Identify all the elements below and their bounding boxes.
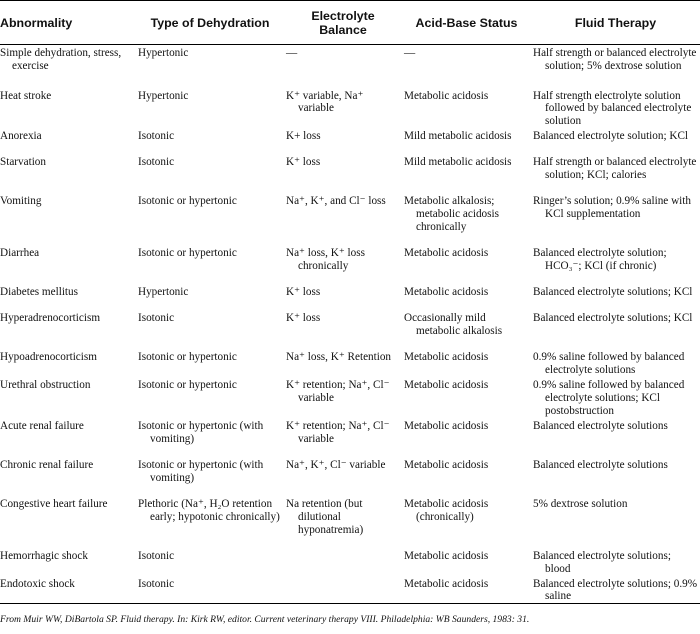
cell-abnormality [0, 88, 136, 129]
cell-fluid-therapy [531, 88, 700, 129]
cell-electrolyte-balance-text: Na⁺ loss, K⁺ Retention [286, 351, 392, 364]
cell-electrolyte-balance [284, 45, 402, 88]
cell-abnormality [0, 154, 136, 193]
cell-fluid-therapy [531, 377, 700, 418]
cell-abnormality-text: Diarrhea [0, 247, 40, 260]
cell-electrolyte-balance-text: — [286, 47, 298, 59]
cell-dehydration [136, 45, 284, 88]
table-row [0, 310, 700, 349]
cell-dehydration-text: Isotonic [138, 312, 175, 325]
header-fluid-therapy: Fluid Therapy [531, 1, 700, 45]
cell-fluid-therapy [531, 284, 700, 310]
cell-fluid-therapy-text: Balanced electrolyte solutions; 0.9% saline [533, 577, 698, 603]
cell-fluid-therapy-text: Balanced electrolyte solutions [533, 458, 668, 471]
cell-fluid-therapy [531, 193, 700, 245]
cell-dehydration-text: Plethoric (Na⁺, H₂O retention early; hypotonic chronically) [138, 497, 280, 523]
cell-fluid-therapy [531, 349, 700, 377]
cell-acid-base-status-text: Mild metabolic acidosis [404, 130, 512, 143]
cell-electrolyte-balance-text: Na⁺, K⁺, and Cl⁻ loss [286, 195, 386, 208]
cell-dehydration-text: Isotonic [138, 130, 175, 143]
cell-dehydration [136, 154, 284, 193]
cell-fluid-therapy [531, 128, 700, 154]
cell-electrolyte-balance [284, 284, 402, 310]
cell-dehydration [136, 310, 284, 349]
cell-abnormality-text: Simple dehydration, stress, exercise [0, 47, 122, 72]
cell-acid-base-status [402, 576, 531, 604]
cell-fluid-therapy [531, 418, 700, 457]
cell-fluid-therapy [531, 548, 700, 576]
cell-electrolyte-balance [284, 418, 402, 457]
cell-acid-base-status-text: Occasionally mild metabolic alkalosis [404, 312, 503, 338]
cell-dehydration-text: Isotonic or hypertonic [138, 195, 237, 208]
cell-abnormality [0, 548, 136, 576]
cell-dehydration-text: Hypertonic [138, 89, 189, 102]
cell-abnormality-text: Starvation [0, 156, 46, 169]
cell-acid-base-status [402, 88, 531, 129]
cell-abnormality [0, 418, 136, 457]
cell-electrolyte-balance-text: K⁺ retention; Na⁺, Cl⁻ variable [286, 379, 390, 404]
cell-abnormality [0, 576, 136, 604]
cell-acid-base-status [402, 457, 531, 496]
cell-dehydration-text: Isotonic or hypertonic [138, 247, 237, 260]
cell-acid-base-status-text: Metabolic acidosis [404, 549, 489, 562]
cell-dehydration [136, 377, 284, 418]
table-row [0, 496, 700, 548]
cell-dehydration-text: Isotonic or hypertonic [138, 351, 237, 364]
cell-dehydration-text: Isotonic [138, 577, 175, 590]
cell-electrolyte-balance-text: Na⁺ loss, K⁺ loss chronically [286, 247, 365, 273]
cell-abnormality-text: Endotoxic shock [0, 577, 75, 590]
cell-abnormality [0, 284, 136, 310]
cell-acid-base-status-text: Metabolic acidosis [404, 458, 489, 471]
cell-abnormality-text: Heat stroke [0, 89, 52, 102]
cell-dehydration [136, 457, 284, 496]
cell-fluid-therapy-text: Balanced electrolyte solution; HCO₃⁻; KCl (if chronic) [533, 247, 667, 273]
cell-electrolyte-balance [284, 193, 402, 245]
cell-dehydration [136, 548, 284, 576]
table-row [0, 154, 700, 193]
cell-acid-base-status-text: Mild metabolic acidosis [404, 156, 512, 169]
table-row [0, 576, 700, 604]
cell-dehydration-text: Isotonic or hypertonic (with vomiting) [138, 458, 264, 484]
header-dehydration: Type of Dehydration [136, 1, 284, 45]
cell-electrolyte-balance [284, 548, 402, 576]
table-row [0, 284, 700, 310]
cell-fluid-therapy-text: Balanced electrolyte solution; KCl [533, 130, 689, 143]
cell-fluid-therapy [531, 310, 700, 349]
header-acid-base: Acid-Base Status [402, 1, 531, 45]
cell-abnormality-text: Anorexia [0, 130, 42, 143]
cell-acid-base-status [402, 310, 531, 349]
cell-electrolyte-balance-text: K⁺ loss [286, 312, 321, 325]
cell-electrolyte-balance [284, 457, 402, 496]
cell-fluid-therapy-text: 5% dextrose solution [533, 497, 628, 510]
cell-acid-base-status [402, 193, 531, 245]
cell-electrolyte-balance [284, 377, 402, 418]
cell-fluid-therapy [531, 457, 700, 496]
cell-electrolyte-balance-text: Na retention (but dilutional hyponatremia) [286, 497, 364, 536]
table-header [0, 1, 700, 45]
header-abnormality: Abnormality [0, 1, 136, 45]
cell-fluid-therapy [531, 576, 700, 604]
cell-dehydration [136, 284, 284, 310]
table-row [0, 377, 700, 418]
cell-abnormality-text: Urethral obstruction [0, 379, 91, 392]
cell-dehydration [136, 245, 284, 284]
cell-electrolyte-balance [284, 349, 402, 377]
cell-fluid-therapy [531, 496, 700, 548]
cell-acid-base-status-text: Metabolic acidosis [404, 286, 489, 299]
cell-dehydration [136, 349, 284, 377]
cell-dehydration-text: Hypertonic [138, 47, 189, 59]
cell-abnormality [0, 193, 136, 245]
cell-dehydration [136, 418, 284, 457]
cell-acid-base-status [402, 128, 531, 154]
cell-electrolyte-balance-text: K+ loss [286, 130, 321, 143]
cell-acid-base-status [402, 418, 531, 457]
cell-electrolyte-balance [284, 88, 402, 129]
cell-acid-base-status [402, 496, 531, 548]
cell-acid-base-status-text: Metabolic acidosis [404, 89, 489, 102]
table-row [0, 245, 700, 284]
table-body [0, 45, 700, 604]
cell-electrolyte-balance-text: K⁺ loss [286, 286, 321, 299]
table-row [0, 193, 700, 245]
cell-dehydration-text: Isotonic [138, 156, 175, 169]
cell-electrolyte-balance [284, 245, 402, 284]
header-row [0, 1, 700, 45]
cell-fluid-therapy-text: Balanced electrolyte solutions [533, 419, 668, 432]
cell-abnormality [0, 457, 136, 496]
cell-abnormality-text: Hyperadrenocorticism [0, 312, 101, 325]
cell-dehydration [136, 88, 284, 129]
cell-electrolyte-balance-text: K⁺ loss [286, 156, 321, 169]
cell-electrolyte-balance [284, 310, 402, 349]
cell-abnormality-text: Vomiting [0, 195, 42, 208]
cell-dehydration-text: Isotonic or hypertonic (with vomiting) [138, 419, 264, 445]
cell-fluid-therapy [531, 45, 700, 88]
cell-abnormality [0, 377, 136, 418]
table-row [0, 457, 700, 496]
cell-dehydration [136, 128, 284, 154]
cell-electrolyte-balance-text: Na⁺, K⁺, Cl⁻ variable [286, 458, 386, 471]
cell-dehydration [136, 576, 284, 604]
cell-dehydration-text: Isotonic or hypertonic [138, 379, 237, 392]
cell-dehydration [136, 496, 284, 548]
cell-acid-base-status [402, 548, 531, 576]
cell-acid-base-status [402, 349, 531, 377]
cell-acid-base-status-text: Metabolic acidosis (chronically) [404, 497, 489, 523]
cell-acid-base-status [402, 284, 531, 310]
cell-abnormality [0, 245, 136, 284]
header-electrolyte: Electrolyte Balance [284, 1, 402, 45]
cell-abnormality-text: Diabetes mellitus [0, 286, 78, 299]
cell-abnormality [0, 128, 136, 154]
cell-electrolyte-balance-text: K⁺ retention; Na⁺, Cl⁻ variable [286, 419, 390, 445]
table-row [0, 45, 700, 88]
table-row [0, 548, 700, 576]
table-row [0, 128, 700, 154]
cell-dehydration-text: Hypertonic [138, 286, 189, 299]
cell-fluid-therapy-text: Half strength or balanced electrolyte solution; KCl; calories [533, 156, 697, 182]
cell-fluid-therapy-text: Ringer’s solution; 0.9% saline with KCl supplementation [533, 195, 691, 221]
cell-abnormality [0, 310, 136, 349]
table-row [0, 88, 700, 129]
cell-fluid-therapy-text: 0.9% saline followed by balanced electrolyte solutions; KCl postobstruction [533, 379, 685, 417]
cell-dehydration-text: Isotonic [138, 549, 175, 562]
cell-fluid-therapy-text: Balanced electrolyte solutions; KCl [533, 312, 693, 325]
table-row [0, 349, 700, 377]
cell-abnormality [0, 349, 136, 377]
cell-acid-base-status-text: Metabolic acidosis [404, 247, 489, 260]
cell-fluid-therapy-text: 0.9% saline followed by balanced electrolyte solutions [533, 351, 685, 377]
cell-abnormality-text: Congestive heart failure [0, 497, 108, 510]
cell-fluid-therapy-text: Half strength electrolyte solution followed by balanced electrolyte solution [533, 89, 692, 128]
cell-fluid-therapy-text: Half strength or balanced electrolyte solution; 5% dextrose solution [533, 47, 697, 72]
cell-electrolyte-balance [284, 128, 402, 154]
cell-abnormality [0, 45, 136, 88]
cell-acid-base-status-text: — [404, 47, 416, 59]
cell-fluid-therapy [531, 154, 700, 193]
cell-abnormality-text: Acute renal failure [0, 419, 84, 432]
cell-abnormality-text: Hemorrhagic shock [0, 549, 88, 562]
cell-acid-base-status [402, 245, 531, 284]
cell-fluid-therapy-text: Balanced electrolyte solutions; blood [533, 549, 671, 575]
cell-abnormality-text: Hypoadrenocorticism [0, 351, 97, 364]
cell-abnormality [0, 496, 136, 548]
cell-electrolyte-balance-text: K⁺ variable, Na⁺ variable [286, 89, 364, 115]
cell-acid-base-status-text: Metabolic alkalosis; metabolic acidosis chronically [404, 195, 499, 234]
cell-acid-base-status-text: Metabolic acidosis [404, 419, 489, 432]
cell-acid-base-status [402, 45, 531, 88]
table-row [0, 418, 700, 457]
source-citation: From Muir WW, DiBartola SP. Fluid therapy. In: Kirk RW, editor. Current veterinary therapy VIII. Philadelphia: WB Saunders, 1983: 31. [0, 614, 530, 625]
cell-acid-base-status-text: Metabolic acidosis [404, 351, 489, 364]
cell-fluid-therapy-text: Balanced electrolyte solutions; KCl [533, 286, 693, 299]
cell-acid-base-status-text: Metabolic acidosis [404, 379, 489, 392]
cell-electrolyte-balance [284, 154, 402, 193]
cell-acid-base-status [402, 154, 531, 193]
cell-electrolyte-balance [284, 496, 402, 548]
cell-electrolyte-balance [284, 576, 402, 604]
cell-fluid-therapy [531, 245, 700, 284]
cell-dehydration [136, 193, 284, 245]
cell-abnormality-text: Chronic renal failure [0, 458, 94, 471]
cell-acid-base-status [402, 377, 531, 418]
cell-acid-base-status-text: Metabolic acidosis [404, 577, 489, 590]
